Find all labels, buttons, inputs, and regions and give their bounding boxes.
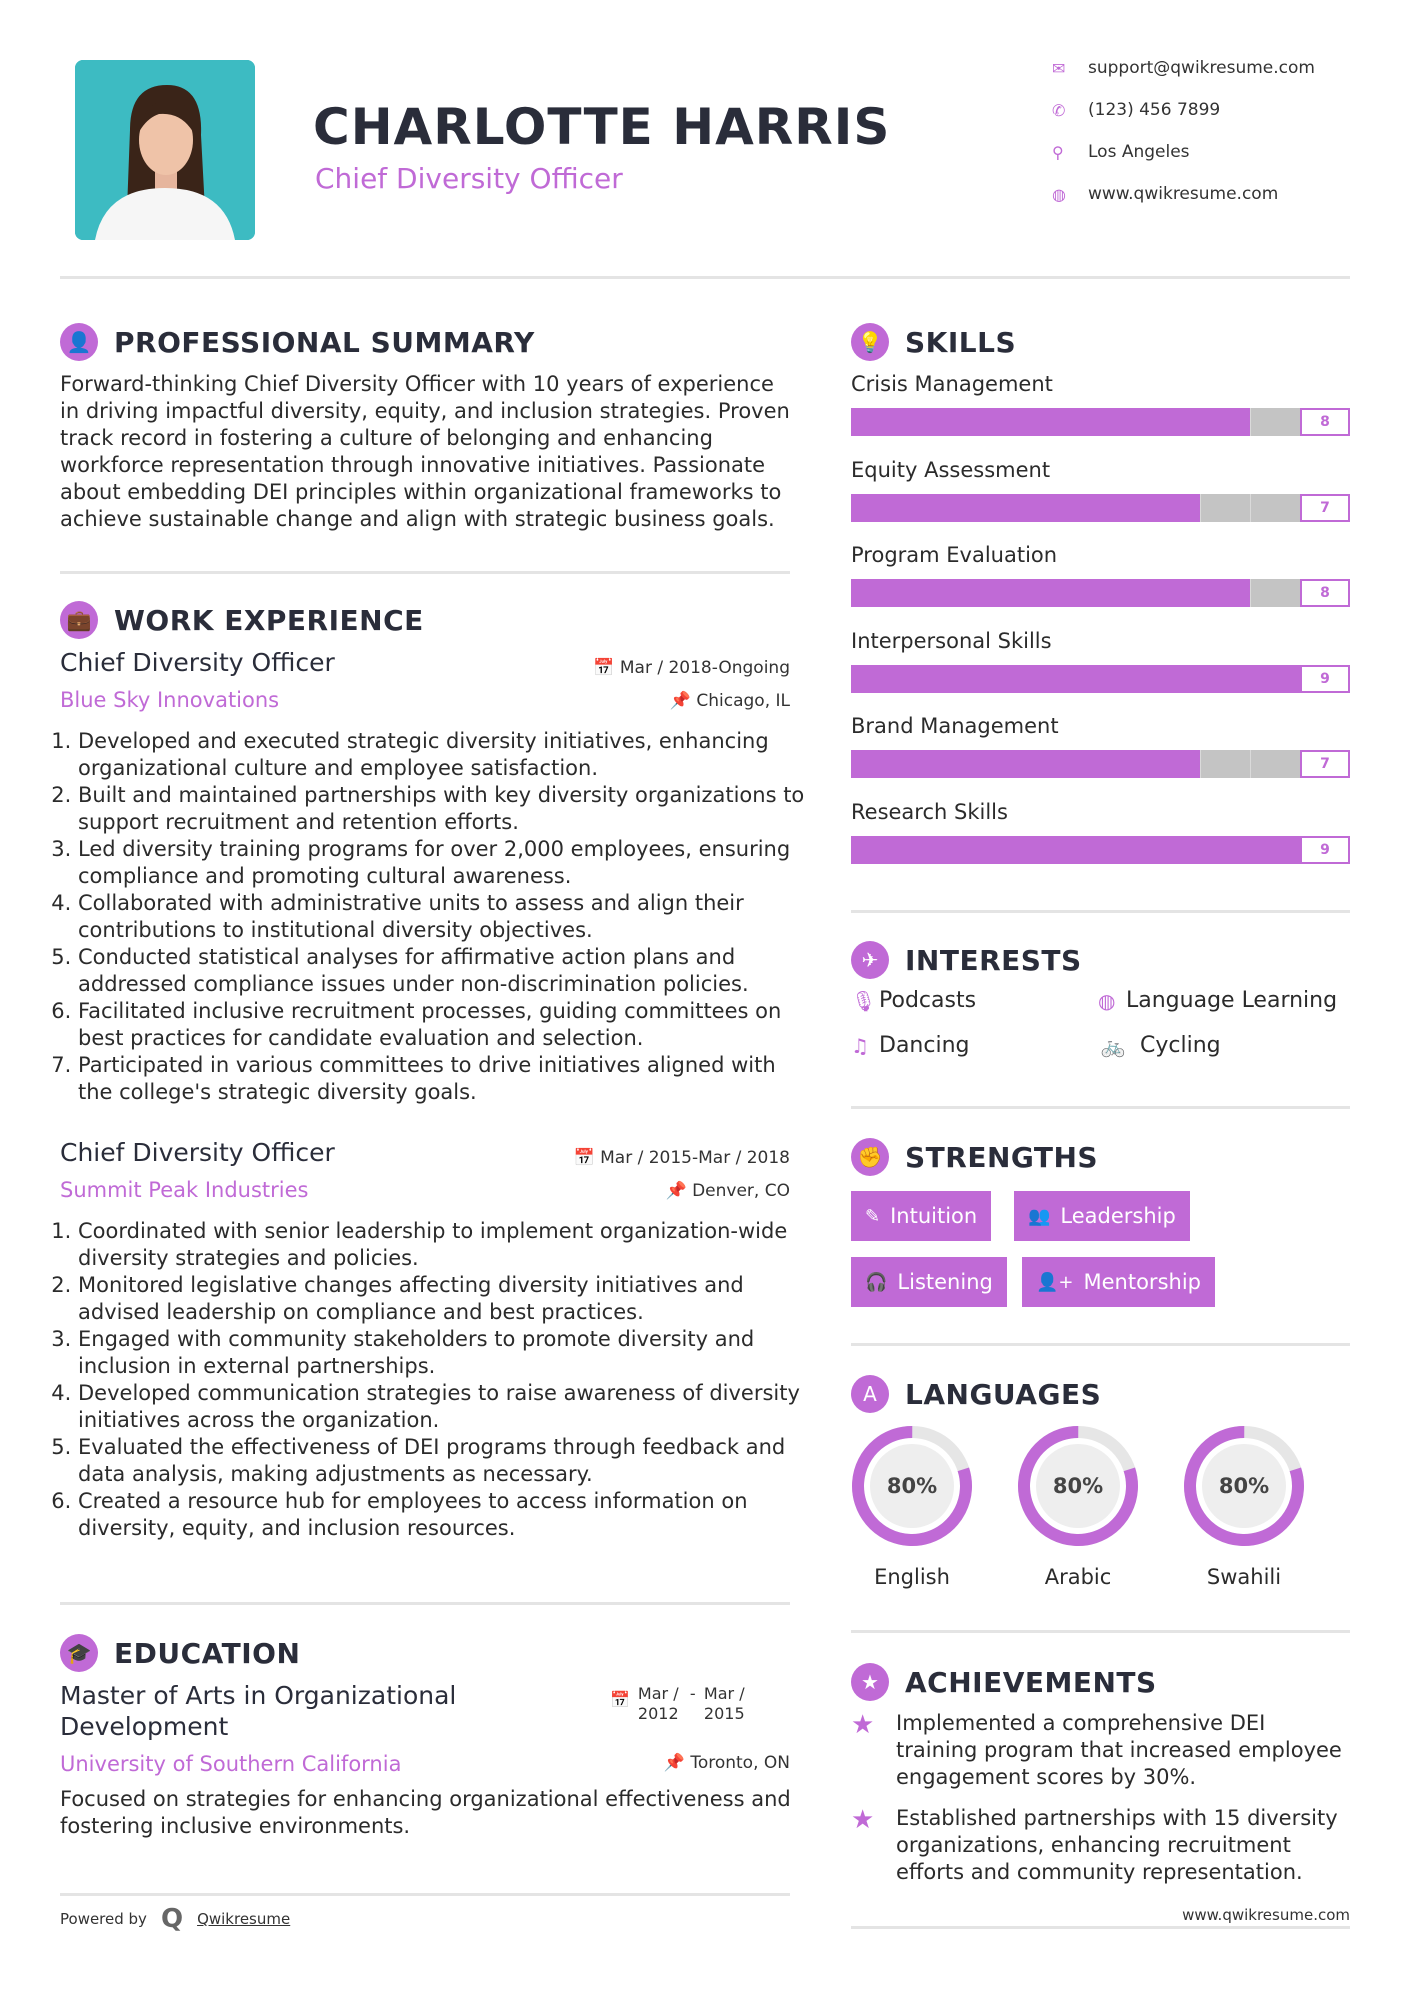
skill-bar-fill xyxy=(851,750,1200,778)
education-description: Focused on strategies for enhancing organizational effectiveness and fostering inclusive environments. xyxy=(60,1787,791,1838)
pin-icon: 📌 xyxy=(669,691,697,711)
interests-header xyxy=(851,941,1082,979)
list-item: 3. Led diversity training programs for over 2,000 employees, ensuring compliance and promoting cultural awareness. xyxy=(78,836,813,890)
list-item: 4. Collaborated with administrative units to assess and align their contributions to institutional diversity objectives. xyxy=(78,890,813,944)
skill-bar xyxy=(851,579,1350,607)
education-dates: 📅 Mar / 2012 - Mar / 2015 xyxy=(610,1684,745,1723)
achievements-header xyxy=(851,1663,1157,1701)
interest-item: ◍ Language Learning xyxy=(1098,988,1338,1013)
summary-heading: PROFESSIONAL SUMMARY xyxy=(114,325,535,359)
graduation-icon: 🎓 xyxy=(60,1634,98,1672)
skill-bar xyxy=(851,494,1350,522)
job-1-location: 📌 Chicago, IL xyxy=(669,691,790,711)
calendar-icon: 📅 xyxy=(573,1148,601,1168)
skills-header xyxy=(851,323,1016,361)
education-header xyxy=(60,1634,300,1672)
education-divider xyxy=(60,1893,790,1896)
language-name: Swahili xyxy=(1206,1565,1282,1589)
strength-chip: 👥 Leadership xyxy=(1014,1191,1190,1241)
strength-chip: 👤+ Mentorship xyxy=(1022,1257,1215,1307)
powered-by: Powered by Q Qwikresume xyxy=(60,1904,291,1934)
skill-bar-segment xyxy=(1250,579,1251,607)
bicycle-icon: 🚲 xyxy=(1100,1033,1126,1058)
list-item: 6. Created a resource hub for employees to access information on diversity, equity, and inclusion resources. xyxy=(78,1488,813,1542)
footer-divider xyxy=(851,1926,1350,1929)
skill-bar-segment xyxy=(1250,408,1251,436)
email-text: support@qwikresume.com xyxy=(1088,58,1315,78)
calendar-icon: 📅 xyxy=(610,1690,630,1709)
job-2-title: Chief Diversity Officer xyxy=(60,1138,335,1167)
summary-divider xyxy=(60,571,790,574)
skill-name: Program Evaluation xyxy=(851,543,1058,567)
language-ring xyxy=(851,1425,973,1547)
skill-bar-fill xyxy=(851,836,1300,864)
skill-bar-fill xyxy=(851,665,1300,693)
contact-email[interactable] xyxy=(1052,58,1315,78)
skill-name: Crisis Management xyxy=(851,372,1053,396)
language-name: English xyxy=(874,1565,950,1589)
education-location: 📌 Toronto, ON xyxy=(663,1753,790,1773)
education-heading: EDUCATION xyxy=(114,1636,301,1670)
skill-bar-fill xyxy=(851,579,1250,607)
list-item: 2. Built and maintained partnerships with key diversity organizations to support recruitment and retention efforts. xyxy=(78,782,813,836)
interest-item: 🚲 Cycling xyxy=(1098,1033,1221,1058)
globe-icon: ◍ xyxy=(1098,988,1116,1013)
contact-location xyxy=(1052,142,1190,162)
strengths-header xyxy=(851,1138,1098,1176)
job-1-dates: 📅 Mar / 2018-Ongoing xyxy=(593,658,790,678)
skill-bar-segment xyxy=(1250,750,1251,778)
qwikresume-logo-icon: Q xyxy=(160,1904,184,1934)
candidate-title: Chief Diversity Officer xyxy=(315,162,623,195)
language-percent: 80% xyxy=(1052,1474,1104,1498)
shooting-star-icon: ★ xyxy=(851,1710,875,1740)
achievements-heading: ACHIEVEMENTS xyxy=(905,1665,1157,1699)
strengths-heading: STRENGTHS xyxy=(905,1140,1099,1174)
envelope-icon: ✉ xyxy=(1052,58,1066,78)
strengths-divider xyxy=(851,1343,1350,1346)
job-2-dates: 📅 Mar / 2015-Mar / 2018 xyxy=(573,1148,790,1168)
skill-name: Brand Management xyxy=(851,714,1059,738)
list-item: 1. Developed and executed strategic diversity initiatives, enhancing organizational culture and employee satisfaction. xyxy=(78,728,813,782)
interest-item: ♫ Dancing xyxy=(851,1033,970,1058)
paper-plane-icon: ✈ xyxy=(851,941,889,979)
language-name: Arabic xyxy=(1044,1565,1112,1589)
interest-item: 🎙 Podcasts xyxy=(851,988,977,1013)
contact-phone xyxy=(1052,100,1220,120)
list-item: 3. Engaged with community stakeholders to promote diversity and inclusion in external partnerships. xyxy=(78,1326,813,1380)
education-school: University of Southern California xyxy=(60,1752,402,1776)
strength-chip: ✎ Intuition xyxy=(851,1191,991,1241)
briefcase-icon: 💼 xyxy=(60,601,98,639)
contact-website[interactable] xyxy=(1052,184,1278,204)
achievement-item: ★ Implemented a comprehensive DEI training program that increased employee engagement scores by 30%. xyxy=(851,1710,1342,1789)
skill-level-badge: 9 xyxy=(1300,665,1350,693)
interests-heading: INTERESTS xyxy=(905,943,1082,977)
summary-header xyxy=(60,323,535,361)
phone-text: (123) 456 7899 xyxy=(1088,100,1221,120)
microphone-icon: 🎙 xyxy=(851,988,877,1013)
language-ring xyxy=(1183,1425,1305,1547)
star-badge-icon: ★ xyxy=(851,1663,889,1701)
interests-divider xyxy=(851,1106,1350,1109)
skill-bar xyxy=(851,836,1350,864)
list-item: 4. Developed communication strategies to raise awareness of diversity initiatives across the organization. xyxy=(78,1380,813,1434)
language-percent: 80% xyxy=(1218,1474,1270,1498)
summary-text: Forward-thinking Chief Diversity Officer with 10 years of experience in driving impactful diversity, equity, and inclusion strategies. Proven track record in fostering a culture of belonging and enhancing workforce representation through innovative initiatives. Passionate about embedding DEI principles within organizational frameworks to achieve sustainable change and align with strategic business goals. xyxy=(60,372,790,531)
skill-bar-segment xyxy=(1200,494,1201,522)
language-percent: 80% xyxy=(886,1474,938,1498)
user-icon: 👤 xyxy=(60,323,98,361)
candidate-name: CHARLOTTE HARRIS xyxy=(313,98,891,156)
job-1-title: Chief Diversity Officer xyxy=(60,648,335,677)
skills-heading: SKILLS xyxy=(905,325,1017,359)
job-2-company: Summit Peak Industries xyxy=(60,1178,309,1202)
list-item: 5. Evaluated the effectiveness of DEI programs through feedback and data analysis, making adjustments as necessary. xyxy=(78,1434,813,1488)
skill-level-badge: 8 xyxy=(1300,579,1350,607)
job-1-responsibilities xyxy=(58,728,813,1106)
header-divider xyxy=(60,276,1350,279)
headphones-icon: 🎧 xyxy=(865,1271,888,1293)
language-icon: A xyxy=(851,1375,889,1413)
experience-heading: WORK EXPERIENCE xyxy=(114,603,424,637)
skill-bar-fill xyxy=(851,408,1250,436)
skill-level-badge: 9 xyxy=(1300,836,1350,864)
experience-header xyxy=(60,601,424,639)
skill-bar xyxy=(851,665,1350,693)
experience-divider xyxy=(60,1602,790,1605)
achievement-item: ★ Established partnerships with 15 diversity organizations, enhancing recruitment efforts and community representation. xyxy=(851,1805,1338,1884)
website-text: www.qwikresume.com xyxy=(1088,184,1279,204)
fist-icon: ✊ xyxy=(851,1138,889,1176)
skill-level-badge: 8 xyxy=(1300,408,1350,436)
skill-bar-segment xyxy=(1250,494,1251,522)
list-item: 6. Facilitated inclusive recruitment processes, guiding committees on best practices for candidate evaluation and selection. xyxy=(78,998,813,1052)
footer-website[interactable]: www.qwikresume.com xyxy=(1182,1906,1350,1924)
skills-divider xyxy=(851,910,1350,913)
map-pin-icon: ⚲ xyxy=(1052,142,1064,162)
brand-link[interactable]: Qwikresume xyxy=(197,1910,291,1928)
skill-name: Research Skills xyxy=(851,799,1008,824)
skill-bar xyxy=(851,750,1350,778)
language-ring xyxy=(1017,1425,1139,1547)
person-portrait-icon xyxy=(75,60,255,240)
lightbulb-icon: 💡 xyxy=(851,323,889,361)
skill-bar-fill xyxy=(851,494,1200,522)
pin-icon: 📌 xyxy=(663,1753,691,1773)
users-icon: 👥 xyxy=(1028,1205,1051,1227)
strength-chip: 🎧 Listening xyxy=(851,1257,1007,1307)
languages-divider xyxy=(851,1630,1350,1633)
education-degree: Master of Arts in Organizational Development xyxy=(60,1681,457,1741)
skill-name: Equity Assessment xyxy=(851,457,1051,482)
list-item: 2. Monitored legislative changes affecting diversity initiatives and advised leadership on compliance and best practices. xyxy=(78,1272,813,1326)
profile-photo xyxy=(75,60,255,240)
job-2-location: 📌 Denver, CO xyxy=(665,1181,790,1201)
skill-bar xyxy=(851,408,1350,436)
globe-icon: ◍ xyxy=(1052,184,1066,204)
job-2-responsibilities xyxy=(58,1218,813,1542)
skill-bar-segment xyxy=(1200,750,1201,778)
user-plus-icon: 👤+ xyxy=(1036,1271,1074,1293)
music-note-icon: ♫ xyxy=(851,1033,869,1058)
languages-header xyxy=(851,1375,1101,1413)
list-item: 7. Participated in various committees to drive initiatives aligned with the college's strategic diversity goals. xyxy=(78,1052,813,1106)
job-1-company: Blue Sky Innovations xyxy=(60,688,280,712)
list-item: 1. Coordinated with senior leadership to implement organization-wide diversity strategies and policies. xyxy=(78,1218,813,1272)
calendar-icon: 📅 xyxy=(593,658,620,678)
magic-wand-icon: ✎ xyxy=(865,1205,881,1227)
skill-level-badge: 7 xyxy=(1300,494,1350,522)
phone-icon: ✆ xyxy=(1052,100,1066,120)
skill-name: Interpersonal Skills xyxy=(851,628,1052,653)
skill-level-badge: 7 xyxy=(1300,750,1350,778)
languages-heading: LANGUAGES xyxy=(905,1377,1102,1411)
location-text: Los Angeles xyxy=(1088,142,1190,162)
shooting-star-icon: ★ xyxy=(851,1805,875,1835)
pin-icon: 📌 xyxy=(665,1181,693,1201)
list-item: 5. Conducted statistical analyses for affirmative action plans and addressed compliance issues under non-discrimination policies. xyxy=(78,944,813,998)
